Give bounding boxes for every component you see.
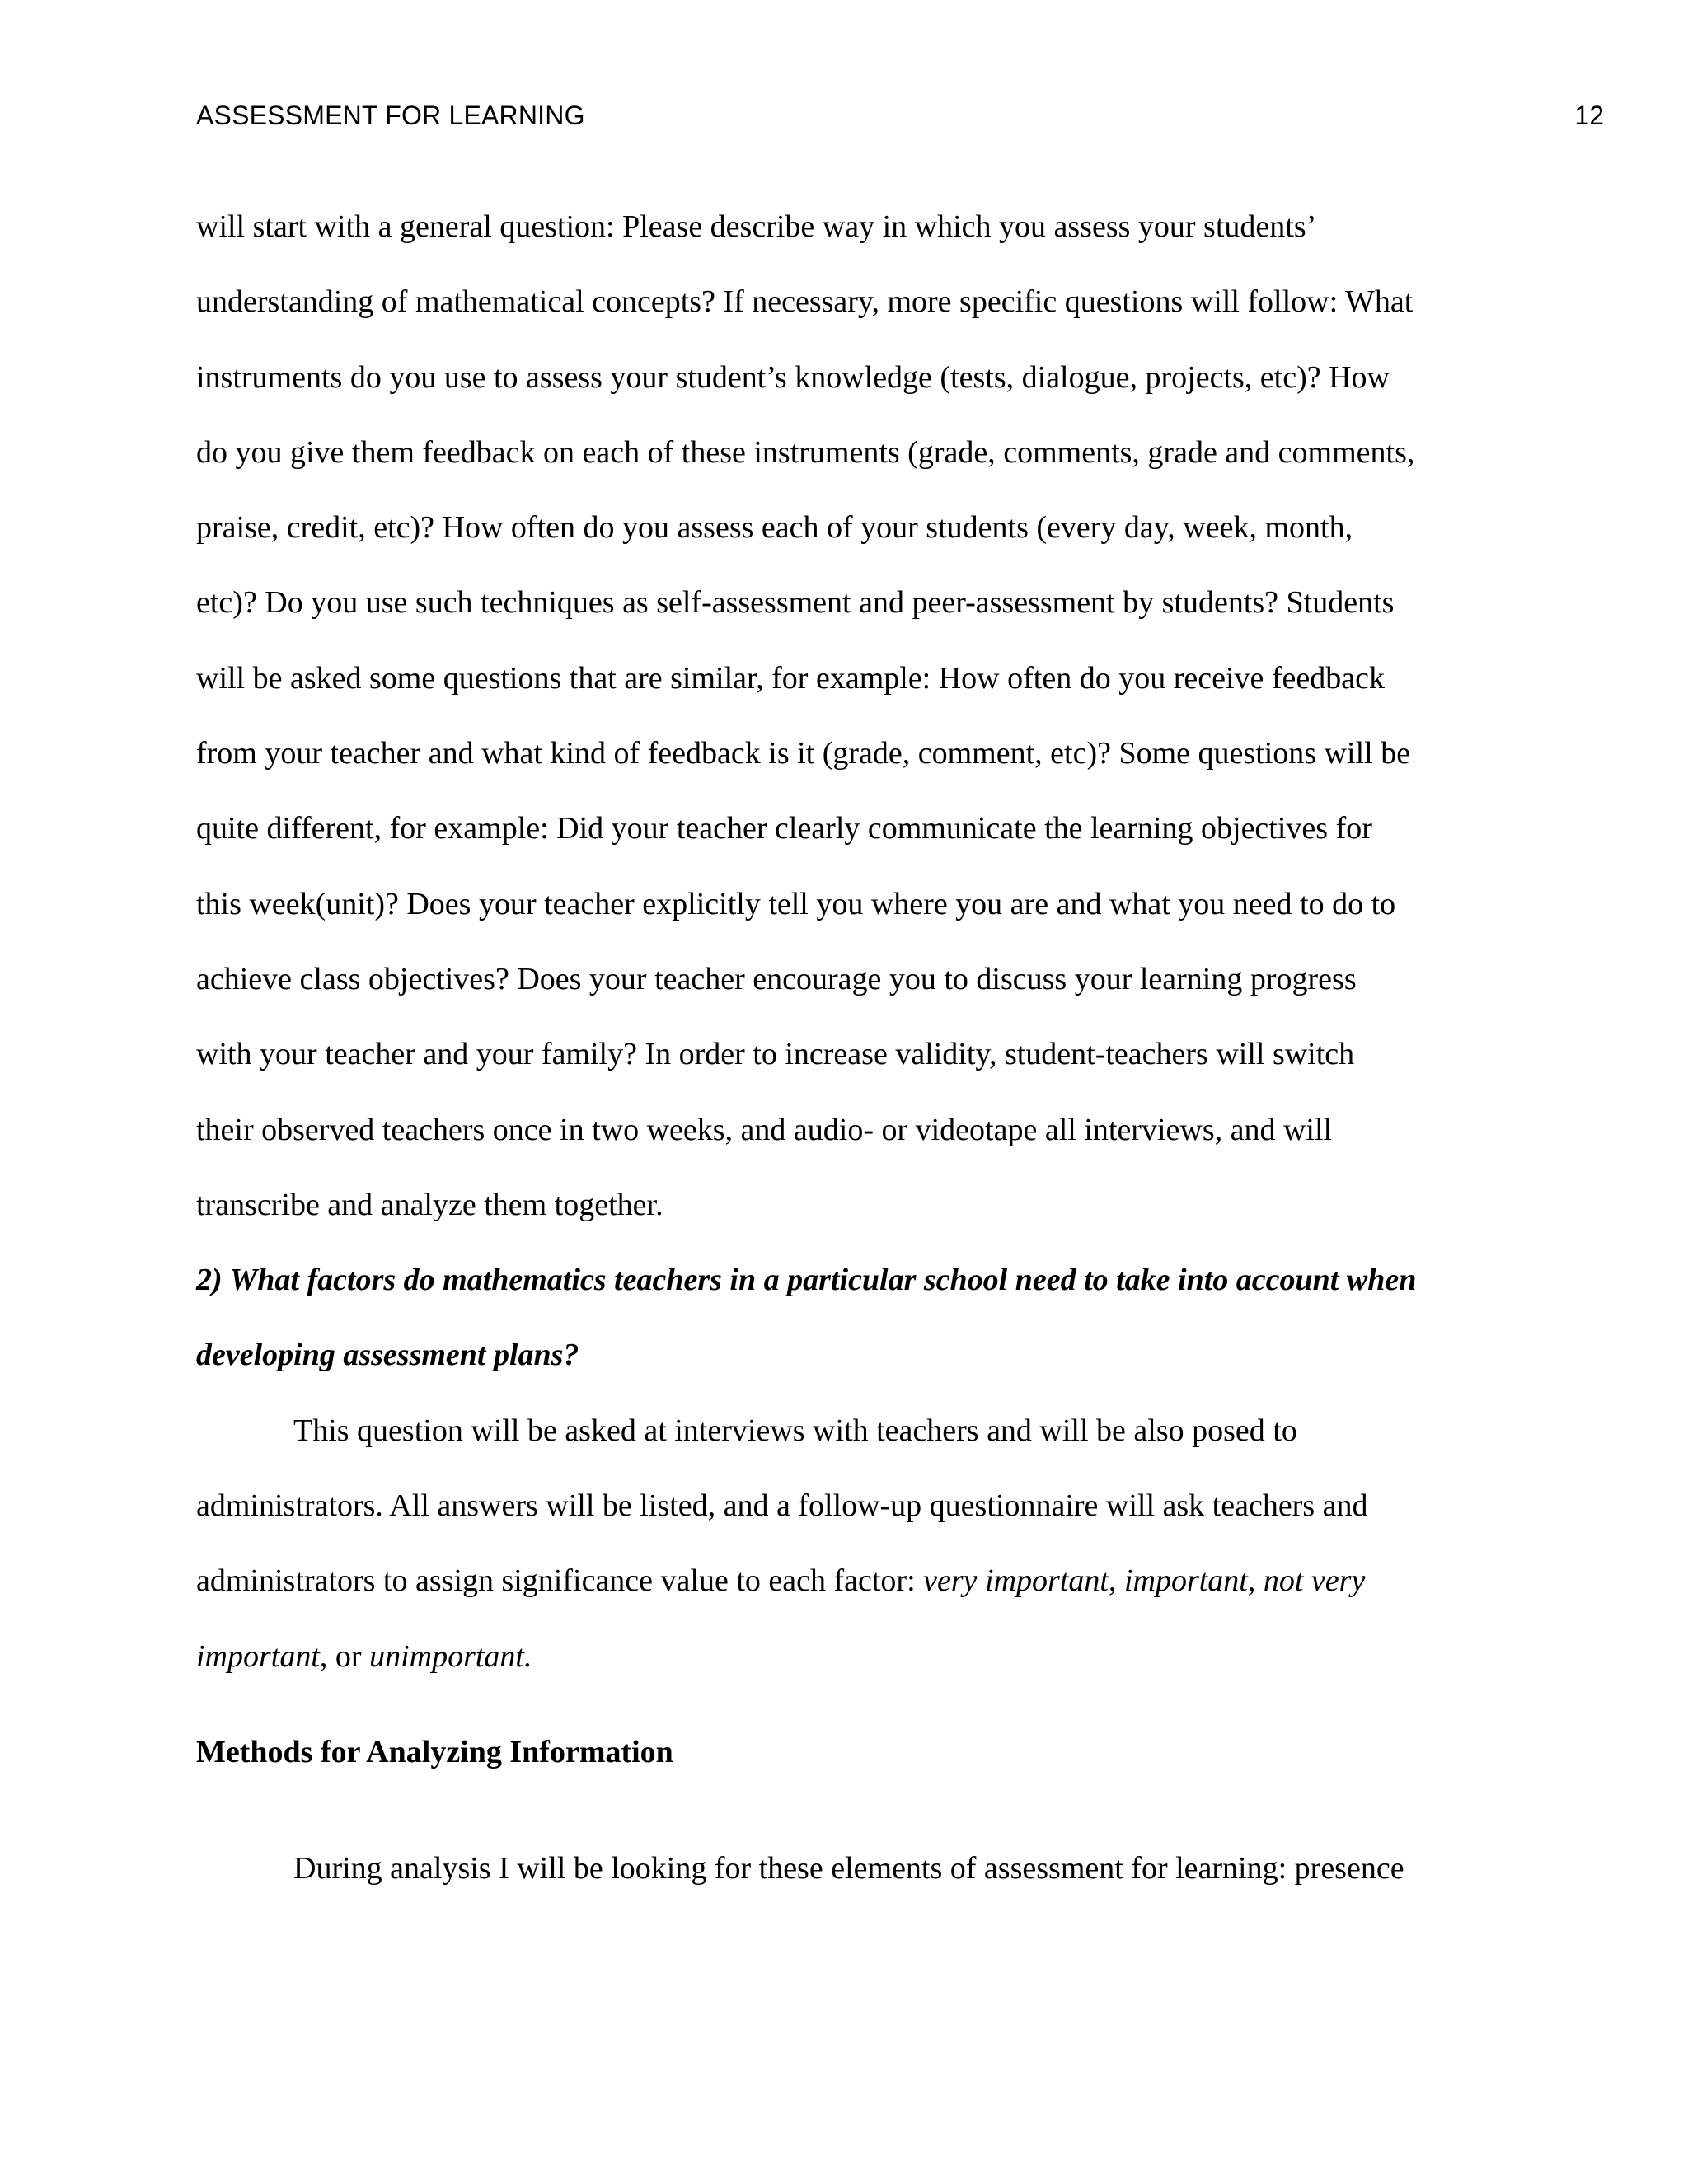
paragraph-factors — [196, 1394, 1482, 1694]
page-number: 12 — [1574, 101, 1604, 130]
text-line: understanding of mathematical concepts? If necessary, more specific questions will follow: What — [196, 284, 1414, 320]
text-line: this week(unit)? Does your teacher explicitly tell you where you are and what you need to do to — [196, 886, 1396, 921]
option-very-important: very important — [923, 1563, 1109, 1599]
option-not-very-important-part2: important — [196, 1638, 320, 1674]
option-important: important — [1123, 1563, 1248, 1599]
text-line — [196, 1619, 1482, 1694]
question-line: 2) What factors do mathematics teachers in a particular school need to take into account when — [196, 1263, 1417, 1298]
separator: , — [1247, 1563, 1264, 1599]
text-line: quite different, for example: Did your teacher clearly communicate the learning objectives for — [196, 811, 1372, 846]
text-line: achieve class objectives? Does your teacher encourage you to discuss your learning progress — [196, 961, 1357, 996]
text-line: with your teacher and your family? In order to increase validity, student-teachers will switch — [196, 1037, 1355, 1072]
text-line: etc)? Do you use such techniques as self-assessment and peer-assessment by students? Students — [196, 585, 1395, 621]
text-line: will start with a general question: Please describe way in which you assess your students’ — [196, 209, 1317, 244]
text-line: During analysis I will be looking for these elements of assessment for learning: presence — [293, 1850, 1404, 1886]
text-span: administrators to assign significance value to each factor: — [196, 1563, 924, 1599]
section-heading: Methods for Analyzing Information — [196, 1734, 673, 1769]
option-not-very-important-part1: not very — [1263, 1563, 1366, 1599]
text-line: from your teacher and what kind of feedback is it (grade, comment, etc)? Some questions will be — [196, 736, 1411, 771]
research-question-2 — [196, 1243, 1482, 1394]
paragraph-analysis — [196, 1831, 1482, 1906]
text-line: praise, credit, etc)? How often do you assess each of your students (every day, week, month, — [196, 510, 1353, 546]
paragraph-interview-questions — [196, 190, 1482, 1243]
text-line: do you give them feedback on each of these instruments (grade, comments, grade and comments, — [196, 434, 1415, 470]
separator: , — [1108, 1563, 1124, 1599]
spacer — [196, 1770, 1482, 1831]
option-unimportant: unimportant. — [369, 1638, 532, 1674]
text-line: their observed teachers once in two weeks, and audio- or videotape all interviews, and will — [196, 1112, 1333, 1147]
text-line: instruments do you use to assess your student’s knowledge (tests, dialogue, projects, etc)? How — [196, 359, 1390, 395]
question-line: developing assessment plans? — [196, 1338, 579, 1373]
text-line: will be asked some questions that are similar, for example: How often do you receive feedback — [196, 660, 1385, 696]
text-line: transcribe and analyze them together. — [196, 1187, 663, 1222]
spacer — [196, 1694, 1482, 1734]
separator: , or — [319, 1638, 370, 1674]
page-body — [196, 190, 1482, 1906]
text-line — [196, 1544, 1482, 1619]
running-head: ASSESSMENT FOR LEARNING — [196, 101, 585, 130]
text-line: This question will be asked at interviews with teachers and will be also posed to — [293, 1413, 1297, 1448]
text-line: administrators. All answers will be listed, and a follow-up questionnaire will ask teachers and — [196, 1488, 1368, 1524]
